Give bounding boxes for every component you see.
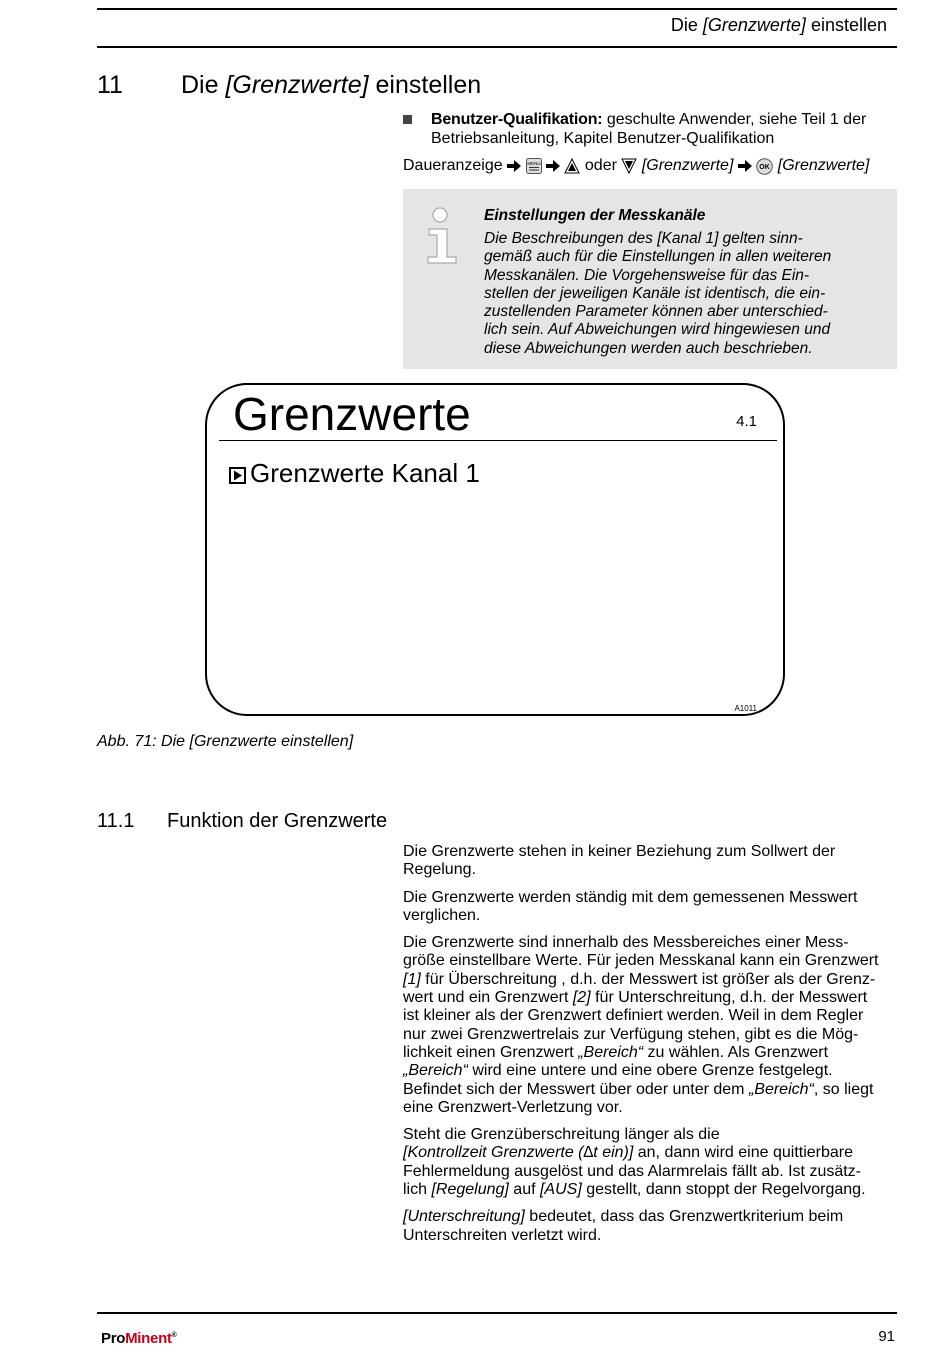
paragraph: [Unterschreitung] bedeutet, dass das Grenzwertkriterium beim Unterschreiten verletzt wird. (403, 1208, 844, 1244)
arrow-right-icon (546, 160, 560, 172)
info-title: Einstellungen der Messkanäle (484, 207, 706, 224)
svg-text:OK: OK (759, 163, 771, 171)
bullet-square-icon (403, 115, 412, 124)
running-header: Die [Grenzwerte] einstellen (670, 15, 887, 35)
screen-divider (219, 440, 777, 441)
header-rule (97, 8, 897, 10)
page-number: 91 (878, 1328, 895, 1345)
info-icon (425, 207, 459, 265)
arrow-right-icon (507, 160, 521, 172)
paragraph: Die Grenzwerte sind innerhalb des Messbereiches einer Mess- größe einstellbare Werte. Für jeden Messkanal kann ein Grenzwert [1] für Überschreitung , d.h. der Messwert ist größer als der Grenz- wert und ein Grenzwert [2] für Unterschreitung, d.h. der Messwert ist kleiner als der Grenzwert definiert werden. Weil in dem Regler nur zwei Grenzwertrelais zur Verfügung stehen, gibt es die Mög- lichkeit einen Grenzwert „Bereich“ zu wählen. Als Grenzwert „Bereich“ wird eine untere und eine obere Grenze festgelegt. Befindet sich der Messwert über oder unter dem „Bereich“, so liegt eine Grenzwert-Verletzung vor. (403, 934, 879, 1116)
arrow-right-icon (738, 160, 752, 172)
figure-caption: Abb. 71: Die [Grenzwerte einstellen] (97, 733, 354, 750)
section-number: 11 (97, 71, 123, 99)
navigation-path: Daueranzeige MENU oder [Grenzwerte] OK [Grenzwerte] (403, 157, 870, 175)
section-heading: 11 Die [Grenzwerte] einstellen (97, 71, 482, 99)
down-key-icon (621, 158, 637, 174)
paragraph: Steht die Grenzüberschreitung länger als die [Kontrollzeit Grenzwerte (∆t ein)] an, dann wird eine quittierbare Fehlermeldung ausgelöst und das Alarmrelais fällt ab. Ist zusätz- lich [Regelung] auf [AUS] gestellt, dann stoppt der Regelvorgang. (403, 1126, 866, 1199)
svg-text:MENU: MENU (526, 161, 541, 166)
prominent-logo: ProMinent® (101, 1330, 177, 1347)
info-box (403, 189, 897, 369)
footer-rule (97, 1312, 897, 1314)
subsection-heading: 11.1 Funktion der Grenzwerte (97, 810, 388, 832)
figure-code: A1011 (734, 704, 757, 713)
qualification-bullet: Benutzer-Qualifikation: geschulte Anwender, siehe Teil 1 der Betriebsanleitung, Kapitel Benutzer-Qualifikation (403, 110, 903, 148)
body-text (403, 843, 899, 1254)
menu-key-icon (526, 158, 542, 174)
paragraph: Die Grenzwerte stehen in keiner Beziehung zum Sollwert der Regelung. (403, 843, 836, 879)
subsection-number: 11.1 (97, 810, 135, 832)
header-rule-bottom (97, 46, 897, 48)
ok-key-icon (756, 158, 773, 175)
up-key-icon (564, 158, 580, 174)
device-screen (205, 383, 785, 716)
screen-menu-item[interactable]: Grenzwerte Kanal 1 (229, 458, 480, 489)
info-text: Die Beschreibungen des [Kanal 1] gelten sinn- gemäß auch für die Einstellungen in allen weiteren Messkanälen. Die Vorgehensweise für das Ein- stellen der jeweiligen Kanäle ist identisch, die ein- zustellenden Parameter können aber unterschied- lich sein. Auf Abweichungen wird hingewiesen und diese Abweichungen werden auch beschrieben. (484, 230, 832, 357)
selection-cursor-icon (229, 467, 246, 484)
screen-menu-number: 4.1 (736, 413, 757, 430)
paragraph: Die Grenzwerte werden ständig mit dem gemessenen Messwert verglichen. (403, 888, 858, 924)
screen-title: Grenzwerte (233, 388, 471, 440)
